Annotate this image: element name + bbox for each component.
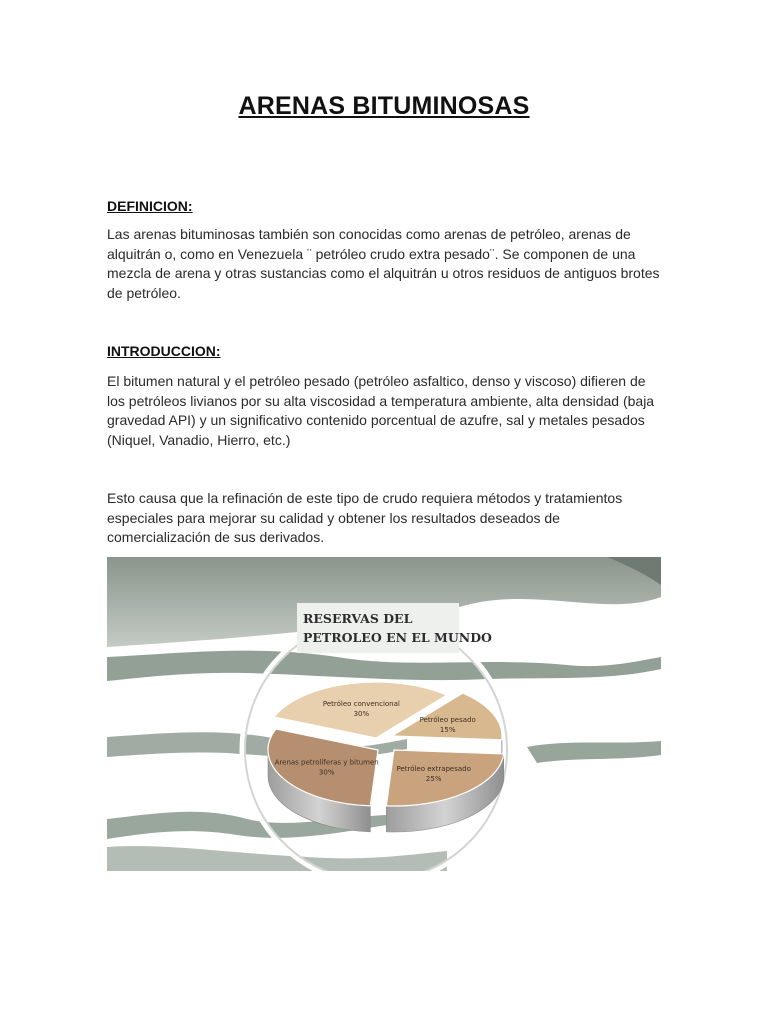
slice-arenas-label: Arenas petrolíferas y bitumen xyxy=(274,758,379,767)
definition-heading: DEFINICION: xyxy=(107,198,193,214)
definition-paragraph: Las arenas bituminosas también son conocidas como arenas de petróleo, arenas de alquitrán o, como en Venezuela ¨ petróleo crudo extra pesado¨. Se componen de una mezcla de arena y otras sustancias como el alquitrán u otros residuos de antiguos brotes de petróleo. xyxy=(107,226,660,301)
slice-convencional-label: Petróleo convencional xyxy=(322,700,400,709)
slice-extrapesado-value: 25% xyxy=(425,775,442,784)
page-title: ARENAS BITUMINOSAS xyxy=(238,92,530,120)
slice-pesado-label: Petróleo pesado xyxy=(419,715,476,724)
slice-arenas-value: 30% xyxy=(318,768,335,777)
slice-extrapesado-label: Petróleo extrapesado xyxy=(396,765,471,774)
slice-convencional-value: 30% xyxy=(353,710,370,719)
banner-line-2: PETROLEO EN EL MUNDO xyxy=(303,630,492,645)
slice-pesado-value: 15% xyxy=(439,725,456,734)
introduction-paragraph: El bitumen natural y el petróleo pesado (petróleo asfaltico, denso y viscoso) difieren de los petróleos livianos por su alta viscosidad a temperatura ambiente, alta densidad (baja gravedad API) y un significativo contenido porcentual de azufre, sal y metales pesados (Niquel, Vanadio, Hierro, etc.) xyxy=(107,373,655,448)
pie xyxy=(268,682,504,832)
introduction-paragraph-2: Esto causa que la refinación de este tipo de crudo requiera métodos y tratamientos especiales para mejorar su calidad y obtener los resultados deseados de comercialización de sus derivados. xyxy=(107,490,623,546)
reserves-pie-chart xyxy=(107,557,661,871)
introduction-heading: INTRODUCCION: xyxy=(107,343,221,359)
reserves-figure xyxy=(107,557,661,871)
banner-line-1: RESERVAS DEL xyxy=(303,611,413,626)
